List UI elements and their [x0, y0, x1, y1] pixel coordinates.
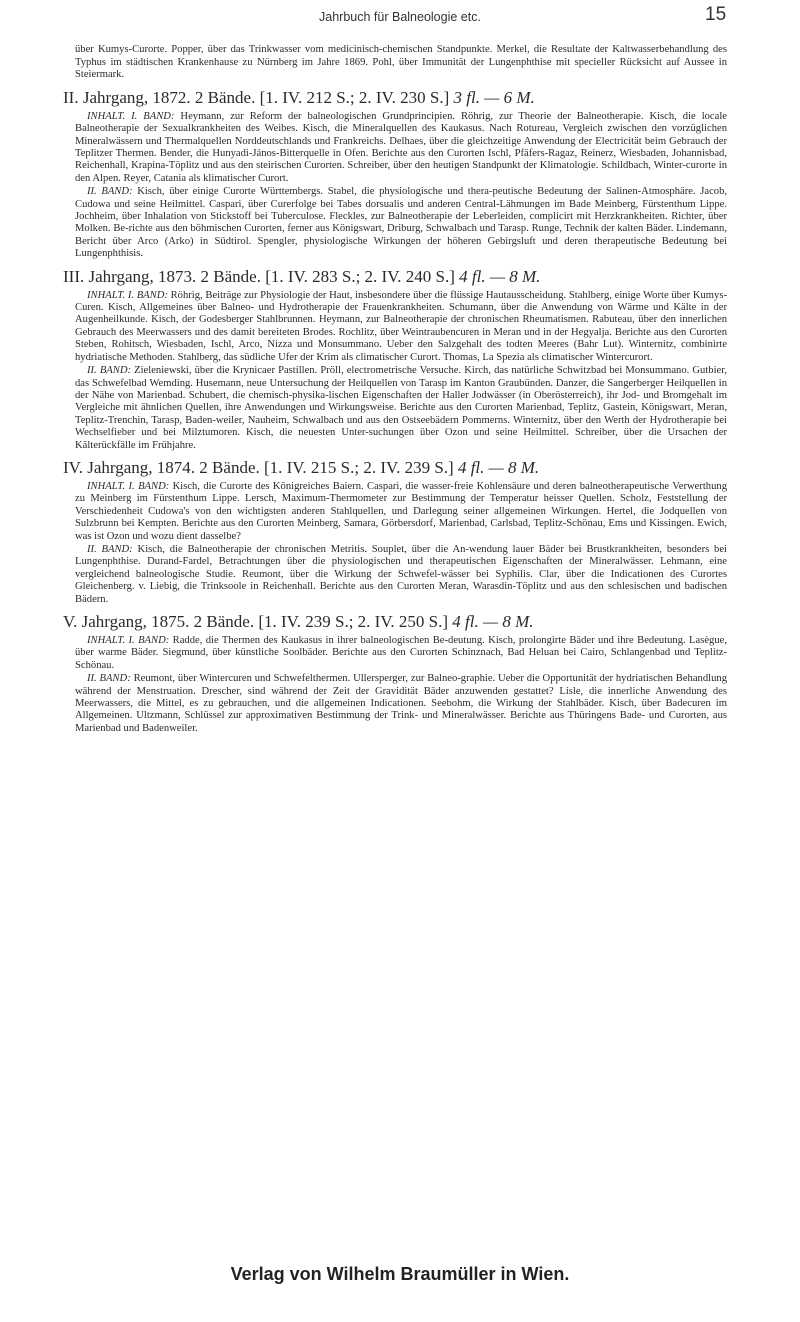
- volume-contents-band-2: [75, 673, 727, 735]
- band-text: Zieleniewski, über die Krynicaer Pastillen. Pröll, electrometrische Versuche. Kirch, das natürliche Schwitzbad bei Monsummano. Gutbier, das Schwefelbad Wemding. Husemann, neue Untersuchung der Heilquellen von Tarasp im Kanton Graubünden. Danzer, die Sangerberger Heilquellen in der Nähe von Marienbad. Schubert, die chemisch-physika-lischen Eigenschaften der Haller Jodwässer (in Oberösterreich), ihr Jod- und Bromgehalt im Vergleiche mit ähnlichen Quellen, ihre Anwendungen und Wirkungsweise. Berichte aus den Curorten Marienbad, Teplitz, Gastein, Königswart, Meran, Teplitz-Trenchin, Tarasp, Baden-weiler, Nauheim, Schwalbach und aus den Ostseebädern Pommerns. Winternitz, über den Werth der Hydrotherapie bei Wechselfieber und bei Milztumoren. Kisch, die neuesten Unter-suchungen über Ozon und seine Heilmittel. Schreiber, über die Ursachen der Kälterückfälle im Frühjahre.: [75, 365, 727, 451]
- volume-title: III. Jahrgang, 1873. 2 Bände. [1. IV. 283 S.; 2. IV. 240 S.]: [63, 266, 455, 286]
- band-text: Heymann, zur Reform der balneologischen Grundprincipien. Röhrig, zur Theorie der Balneotherapie. Kisch, die locale Balneotherapie der Sexualkrankheiten des Weibes. Kisch, die Mineralquellen des Kaukasus. Nach Rotureau, Vergleich zwischen den vorzüglichen Mineralwässern und Thermalquellen Norddeutschlands und Frankreichs. Delhaes, über die gleichzeitige Anwendung der Electricität beim Gebrauch der Teplitzer Thermen. Bender, die Hunyadi-János-Bitterquelle in Ofen. Berichte aus den Curorten Ischl, Pfäfers-Ragaz, Reinerz, Wiesbaden, Johannisbad, Reichenhall, Krapina-Töplitz und aus den steirischen Curorten. Schreiber, über den heutigen Standpunkt der Klimatologie. Schildbach, Winter-curorte in den Alpen. Reyer, Catania als klimatischer Curort.: [75, 110, 727, 184]
- band-label: II. BAND:: [87, 673, 131, 685]
- band-text: Röhrig, Beiträge zur Physiologie der Haut, insbesondere über die flüssige Hautausscheidung. Stahlberg, einige Worte über Kumys-Curen. Kisch, Allgemeines über Balneo- und Hydrotherapie der Frauenkrankheiten. Schumann, über die Anwendung von Wärme und Kälte in der Augenheilkunde. Kisch, der Godesberger Stahlbrunnen. Heymann, zur Balneotherapie der chronischen Rheumatismen. Rabuteau, über den innerlichen Gebrauch des Meerwassers und des damit bereiteten Brodes. Rochlitz, über Weintraubencuren in Meran und in der Hegyalja. Berichte aus den Curorten Steben, Rohitsch, Wiesbaden, Ischl, Arco, Nizza und Monsummano. Ueber den Salzgehalt des todten Meeres (Bahr Lut). Winternitz, combinirte hydriatische Methoden. Stahlberg, das südliche Ufer der Krim als climatischer Curort. Thomas, La Spezia als climatischer Wintercurort.: [75, 289, 727, 363]
- page-number: 15: [705, 4, 727, 25]
- volume-title: IV. Jahrgang, 1874. 2 Bände. [1. IV. 215 S.; 2. IV. 239 S.]: [63, 457, 454, 477]
- band-text: Kisch, die Curorte des Königreiches Baiern. Caspari, die wasser-freie Kohlensäure und deren balneotherapeutische Verwerthung zu Meinberg im Fürstenthum Lippe. Lersch, Maximum-Thermometer zur Bestimmung der Temperatur heisser Quellen. Scholz, Feststellung der Verschiedenheit Cudowa's von den wichtigsten anderen Stahlquellen, und Darlegung seiner allgemeinen Wirkungen. Hertel, die Jodquellen von Sulzbrunn bei Kempten. Berichte aus den Curorten Meinberg, Samara, Görbersdorf, Marienbad, Carlsbad, Teplitz-Schönau, Ems und Kissingen. Ewich, was ist Ozon und wozu dient dasselbe?: [75, 480, 727, 542]
- band-label: INHALT. I. BAND:: [87, 110, 175, 122]
- band-label: II. BAND:: [87, 543, 133, 555]
- volume-title: II. Jahrgang, 1872. 2 Bände. [1. IV. 212 S.; 2. IV. 230 S.]: [63, 87, 450, 107]
- volume-price: 3 fl. — 6 M.: [453, 87, 535, 107]
- volume-contents-band-2: [75, 365, 727, 452]
- intro-paragraph: über Kumys-Curorte. Popper, über das Trinkwasser vom medicinisch-chemischen Standpunkte. Merkel, die Resultate der Kaltwasserbehandlung des Typhus im städtischen Krankenhause zu Nürnberg im Jahre 1869. Pohl, über Immunität der Lungenphthise mit specieller Rücksicht auf Aussee in Steiermark.: [75, 44, 727, 81]
- page-body: [63, 44, 728, 736]
- page-header: [0, 0, 800, 44]
- volume-price: 4 fl. — 8 M.: [457, 457, 540, 477]
- publisher-imprint: Verlag von Wilhelm Braumüller in Wien.: [230, 1264, 570, 1284]
- band-label: INHALT. I. BAND:: [87, 635, 170, 646]
- volume-price: 4 fl. — 8 M.: [452, 612, 534, 631]
- volume-contents-band-2: [75, 544, 727, 606]
- volume-contents-band-1: [75, 481, 727, 543]
- volume-contents-band-1: [75, 111, 727, 185]
- band-text: Reumont, über Wintercuren und Schwefelthermen. Ullersperger, zur Balneo-graphie. Ueber die Opportunität der hydriatischen Behandlung während der Menstruation. Drescher, sind während der Zeit der Gravidität Bäder anzuwenden gestattet? Lisle, die innerliche Anwendung des Meerwassers, die Mittel, es zu gebrauchen, und die allgemeinen Indicationen. Seebohm, die Wirkung der Stahlbäder. Kisch, über Badecuren im Allgemeinen. Ultzmann, Schlüssel zur approximativen Bestimmung der Trink- und Mineralwässer. Berichte aus Thüringens Bade- und Curorten, aus Marienbad und Badenweiler.: [75, 673, 727, 734]
- band-text: Kisch, über einige Curorte Württembergs. Stabel, die physiologische und thera-peutische Bedeutung der Salinen-Atmosphäre. Jacob, Cudowa und seine Heilmittel. Caspari, über Curerfolge bei Tabes dorsualis und anderen Central-Lähmungen im Bade Meinberg, Fürstenthum Lippe. Jochheim, über Inhalation von Stickstoff bei Tuberculose. Fleckles, zur Balneotherapie der Leberleiden, complicirt mit Herzkrankheiten. Richter, über Molken. Be-richte aus den böhmischen Curorten, ferner aus Königswart, Driburg, Schwalbach und Tarasp. Runge, Technik der kalten Bäder. Lindemann, Bericht über Arco (Arko) in Südtirol. Spengler, physiologische Wirkungen der höheren Gebirgsluft und deren therapeutische Bedeutung bei Lungenphthisis.: [75, 186, 728, 260]
- band-label: II. BAND:: [87, 365, 132, 377]
- volume-heading: [63, 612, 727, 632]
- volume-heading: [63, 267, 727, 287]
- volume-title: V. Jahrgang, 1875. 2 Bände. [1. IV. 239 S.; 2. IV. 250 S.]: [63, 612, 449, 631]
- band-label: II. BAND:: [87, 186, 133, 198]
- volume-contents-band-2: [75, 186, 727, 260]
- volume-contents-band-1: [75, 635, 727, 672]
- volume-heading: [63, 88, 727, 108]
- band-text: Radde, die Thermen des Kaukasus in ihrer balneologischen Be-deutung. Kisch, prolongirte Bäder und ihre Bedeutung. Lasègue, über warme Bäder. Siegmund, über künstliche Soolbäder. Berichte aus den Curorten Schinznach, Bad Heluan bei Cairo, Schlangenbad und Teplitz-Schönau.: [75, 635, 727, 671]
- volume-heading: [63, 458, 727, 478]
- volume-contents-band-1: [75, 290, 727, 364]
- band-label: INHALT. I. BAND:: [87, 289, 168, 301]
- volume-price: 4 fl. — 8 M.: [459, 266, 541, 286]
- band-text: Kisch, die Balneotherapie der chronischen Metritis. Souplet, über die An-wendung lauer Bäder bei Brustkrankheiten, besonders bei Lungenphthise. Durand-Fardel, Betrachtungen über die physiologischen und therapeutischen Eigenschaften der Mineralwässer. Lehmann, eine vergleichend balneologische Studie. Reumont, über die Wirkung der Schwefel-wässer bei Syphilis. Clar, über die Indicationen des Curortes Gleichenberg. v. Liebig, die Trinksoole in Reichenhall. Berichte aus den Curorten Meran, Warasdin-Töplitz und aus den schlesischen und badischen Bädern.: [75, 543, 727, 605]
- running-head: Jahrbuch für Balneologie etc.: [319, 10, 481, 24]
- band-label: INHALT. I. BAND:: [87, 480, 170, 492]
